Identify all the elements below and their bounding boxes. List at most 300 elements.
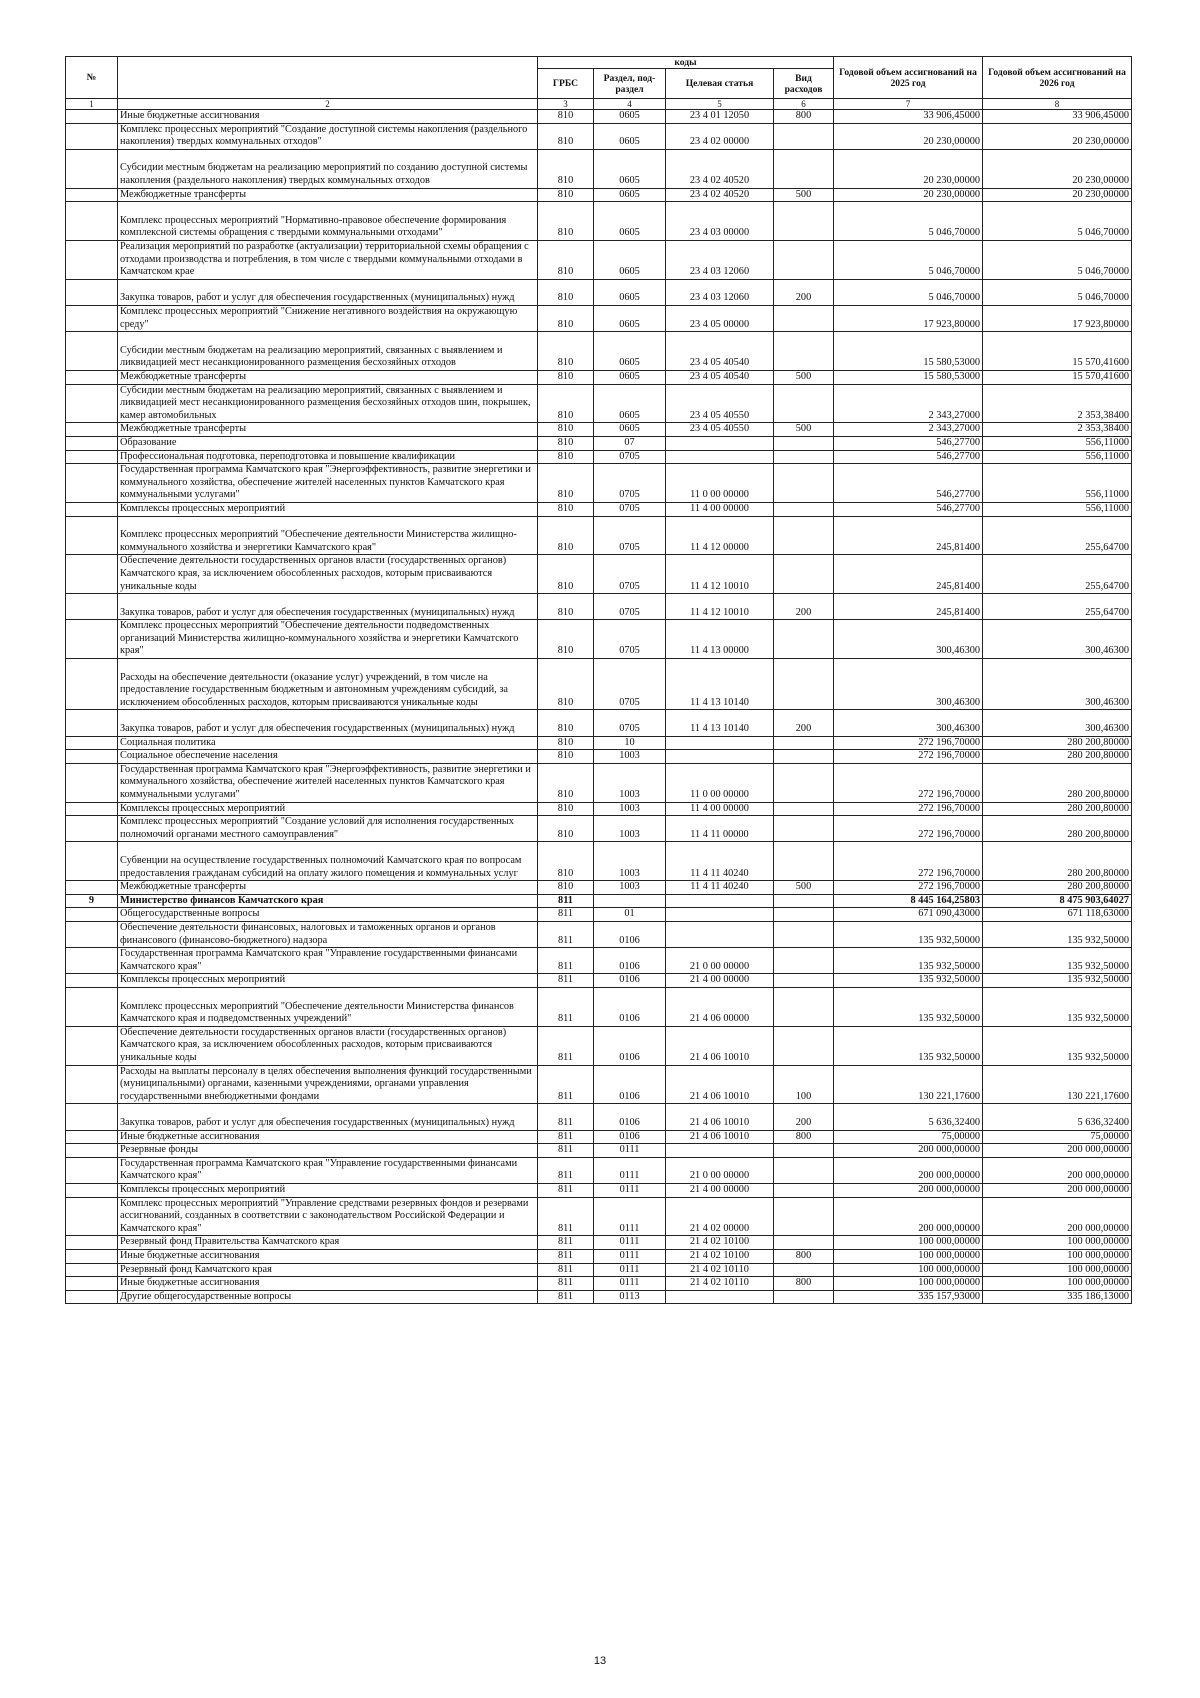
- row-target-article: [666, 436, 774, 450]
- row-number: [66, 881, 118, 895]
- row-grbs: 810: [538, 279, 594, 305]
- row-amount-2025: 135 932,50000: [834, 974, 983, 988]
- row-amount-2026: 280 200,80000: [983, 802, 1132, 816]
- row-expense-type: [774, 450, 834, 464]
- row-expense-type: [774, 1197, 834, 1236]
- row-grbs: 810: [538, 842, 594, 881]
- row-name: Межбюджетные трансферты: [118, 188, 538, 202]
- row-name: Субсидии местным бюджетам на реализацию мероприятий по созданию доступной системы накопления (раздельного накопления) твердых коммунальных отходов: [118, 149, 538, 188]
- row-amount-2026: 135 932,50000: [983, 948, 1132, 974]
- table-row: [66, 659, 1132, 710]
- row-number: [66, 436, 118, 450]
- row-expense-type: [774, 1183, 834, 1197]
- row-target-article: 23 4 02 00000: [666, 123, 774, 149]
- row-amount-2026: 20 230,00000: [983, 149, 1132, 188]
- row-amount-2025: 100 000,00000: [834, 1277, 983, 1291]
- row-amount-2025: 135 932,50000: [834, 1026, 983, 1065]
- row-target-article: 21 4 00 00000: [666, 974, 774, 988]
- row-amount-2025: 75,00000: [834, 1130, 983, 1144]
- table-row: [66, 908, 1132, 922]
- row-target-article: 23 4 02 40520: [666, 188, 774, 202]
- row-amount-2025: 546,27700: [834, 450, 983, 464]
- row-target-article: 21 4 02 10100: [666, 1236, 774, 1250]
- row-target-article: 23 4 05 40550: [666, 384, 774, 423]
- row-number: [66, 1236, 118, 1250]
- row-amount-2025: 335 157,93000: [834, 1290, 983, 1304]
- header-section: Раздел, под-раздел: [594, 69, 666, 99]
- row-grbs: 811: [538, 987, 594, 1026]
- row-amount-2025: 245,81400: [834, 594, 983, 620]
- row-grbs: 811: [538, 1065, 594, 1104]
- row-target-article: 21 0 00 00000: [666, 1157, 774, 1183]
- row-amount-2026: 200 000,00000: [983, 1183, 1132, 1197]
- table-row: [66, 974, 1132, 988]
- row-section: 0113: [594, 1290, 666, 1304]
- table-row: [66, 710, 1132, 736]
- table-row: [66, 1263, 1132, 1277]
- row-expense-type: 500: [774, 370, 834, 384]
- row-target-article: 23 4 03 00000: [666, 202, 774, 241]
- row-expense-type: [774, 948, 834, 974]
- table-row: [66, 1183, 1132, 1197]
- row-expense-type: [774, 123, 834, 149]
- row-expense-type: [774, 436, 834, 450]
- row-number: 9: [66, 894, 118, 908]
- table-row: [66, 1065, 1132, 1104]
- row-grbs: 811: [538, 1130, 594, 1144]
- row-amount-2025: 546,27700: [834, 502, 983, 516]
- header-expense-type: Вид расходов: [774, 69, 834, 99]
- row-section: 01: [594, 908, 666, 922]
- header-grbs: ГРБС: [538, 69, 594, 99]
- row-grbs: 810: [538, 202, 594, 241]
- row-number: [66, 974, 118, 988]
- row-amount-2025: 135 932,50000: [834, 922, 983, 948]
- row-section: 0111: [594, 1157, 666, 1183]
- row-name: Комплекс процессных мероприятий "Снижение негативного воздействия на окружающую среду": [118, 305, 538, 331]
- row-grbs: 810: [538, 620, 594, 659]
- column-numbers-row: [66, 99, 1132, 110]
- table-row: [66, 1236, 1132, 1250]
- row-grbs: 810: [538, 110, 594, 124]
- row-section: 1003: [594, 763, 666, 802]
- row-amount-2026: 17 923,80000: [983, 305, 1132, 331]
- row-target-article: 21 4 06 10010: [666, 1104, 774, 1130]
- row-number: [66, 450, 118, 464]
- row-section: 0605: [594, 123, 666, 149]
- row-target-article: 23 4 03 12060: [666, 240, 774, 279]
- row-number: [66, 1144, 118, 1158]
- row-name: Резервные фонды: [118, 1144, 538, 1158]
- row-expense-type: 500: [774, 881, 834, 895]
- row-expense-type: [774, 974, 834, 988]
- row-target-article: 21 4 02 00000: [666, 1197, 774, 1236]
- row-number: [66, 908, 118, 922]
- table-row: [66, 240, 1132, 279]
- row-target-article: [666, 1144, 774, 1158]
- row-section: 1003: [594, 842, 666, 881]
- row-amount-2026: 100 000,00000: [983, 1249, 1132, 1263]
- table-row: [66, 1157, 1132, 1183]
- row-amount-2026: 2 353,38400: [983, 384, 1132, 423]
- row-amount-2026: 556,11000: [983, 436, 1132, 450]
- table-row: [66, 1290, 1132, 1304]
- row-name: Межбюджетные трансферты: [118, 423, 538, 437]
- row-amount-2025: 272 196,70000: [834, 763, 983, 802]
- row-grbs: 811: [538, 1183, 594, 1197]
- row-grbs: 810: [538, 555, 594, 594]
- row-expense-type: [774, 464, 834, 503]
- row-expense-type: 800: [774, 1130, 834, 1144]
- row-amount-2025: 245,81400: [834, 516, 983, 555]
- row-amount-2026: 556,11000: [983, 450, 1132, 464]
- row-amount-2026: 33 906,45000: [983, 110, 1132, 124]
- row-number: [66, 922, 118, 948]
- row-amount-2025: 272 196,70000: [834, 736, 983, 750]
- row-amount-2026: 200 000,00000: [983, 1197, 1132, 1236]
- row-target-article: 21 4 02 10110: [666, 1263, 774, 1277]
- row-section: 0705: [594, 594, 666, 620]
- row-expense-type: [774, 802, 834, 816]
- row-name: Закупка товаров, работ и услуг для обеспечения государственных (муниципальных) нужд: [118, 594, 538, 620]
- row-number: [66, 620, 118, 659]
- row-amount-2025: 135 932,50000: [834, 948, 983, 974]
- row-amount-2025: 5 046,70000: [834, 279, 983, 305]
- row-amount-2026: 200 000,00000: [983, 1144, 1132, 1158]
- row-number: [66, 149, 118, 188]
- row-name: Комплекс процессных мероприятий "Управление средствами резервных фондов и резервами ассигнований, созданных в соответствии с законодательством Российской Федерации и Камчатского края": [118, 1197, 538, 1236]
- row-expense-type: [774, 332, 834, 371]
- row-amount-2026: 5 046,70000: [983, 240, 1132, 279]
- row-expense-type: [774, 620, 834, 659]
- row-amount-2025: 20 230,00000: [834, 149, 983, 188]
- row-amount-2026: 2 353,38400: [983, 423, 1132, 437]
- row-expense-type: [774, 305, 834, 331]
- row-grbs: 811: [538, 1290, 594, 1304]
- row-amount-2025: 5 046,70000: [834, 240, 983, 279]
- row-section: 0106: [594, 987, 666, 1026]
- row-number: [66, 516, 118, 555]
- row-name: Государственная программа Камчатского края "Энергоэффективность, развитие энергетики и коммунального хозяйства, обеспечение жителей населенных пунктов Камчатского края коммунальными услугами": [118, 763, 538, 802]
- row-grbs: 810: [538, 464, 594, 503]
- row-amount-2026: 300,46300: [983, 710, 1132, 736]
- row-expense-type: [774, 240, 834, 279]
- row-number: [66, 188, 118, 202]
- row-name: Субвенции на осуществление государственных полномочий Камчатского края по вопросам предоставления гражданам субсидий на оплату жилого помещения и коммунальных услуг: [118, 842, 538, 881]
- row-expense-type: [774, 1263, 834, 1277]
- row-number: [66, 555, 118, 594]
- row-expense-type: [774, 555, 834, 594]
- row-amount-2025: 200 000,00000: [834, 1144, 983, 1158]
- row-name: Обеспечение деятельности государственных органов власти (государственных органов) Камчатского края, за исключением обособленных расходов, которым присваиваются уникальные коды: [118, 1026, 538, 1065]
- table-row: [66, 881, 1132, 895]
- row-target-article: 11 4 13 10140: [666, 710, 774, 736]
- table-row: [66, 763, 1132, 802]
- row-amount-2025: 8 445 164,25803: [834, 894, 983, 908]
- row-section: 0605: [594, 370, 666, 384]
- row-amount-2026: 100 000,00000: [983, 1277, 1132, 1291]
- row-expense-type: [774, 516, 834, 555]
- table-row: [66, 1249, 1132, 1263]
- row-number: [66, 370, 118, 384]
- row-amount-2025: 272 196,70000: [834, 802, 983, 816]
- table-row: [66, 1144, 1132, 1158]
- row-section: 0111: [594, 1197, 666, 1236]
- row-section: 0705: [594, 620, 666, 659]
- row-amount-2025: 15 580,53000: [834, 332, 983, 371]
- row-section: 1003: [594, 750, 666, 764]
- row-amount-2025: 33 906,45000: [834, 110, 983, 124]
- row-expense-type: [774, 908, 834, 922]
- row-number: [66, 1026, 118, 1065]
- row-amount-2026: 130 221,17600: [983, 1065, 1132, 1104]
- row-expense-type: [774, 202, 834, 241]
- row-target-article: 11 4 00 00000: [666, 802, 774, 816]
- row-target-article: 11 4 12 10010: [666, 555, 774, 594]
- row-amount-2026: 280 200,80000: [983, 881, 1132, 895]
- row-name: Комплекс процессных мероприятий "Обеспечение деятельности подведомственных организаций Министерства жилищно-коммунального хозяйства и энергетики Камчатского края": [118, 620, 538, 659]
- row-amount-2025: 272 196,70000: [834, 750, 983, 764]
- table-row: [66, 370, 1132, 384]
- row-amount-2025: 17 923,80000: [834, 305, 983, 331]
- budget-sheet: [65, 56, 1131, 1304]
- table-row: [66, 450, 1132, 464]
- row-grbs: 811: [538, 1277, 594, 1291]
- row-target-article: 11 4 13 00000: [666, 620, 774, 659]
- table-row: [66, 816, 1132, 842]
- row-name: Комплекс процессных мероприятий "Обеспечение деятельности Министерства жилищно-коммунального хозяйства и энергетики Камчатского края": [118, 516, 538, 555]
- row-number: [66, 202, 118, 241]
- budget-table: [65, 56, 1132, 1304]
- row-name: Общегосударственные вопросы: [118, 908, 538, 922]
- row-expense-type: [774, 1026, 834, 1065]
- row-amount-2025: 130 221,17600: [834, 1065, 983, 1104]
- row-amount-2026: 280 200,80000: [983, 816, 1132, 842]
- row-section: 07: [594, 436, 666, 450]
- table-row: [66, 188, 1132, 202]
- row-amount-2026: 5 636,32400: [983, 1104, 1132, 1130]
- row-amount-2026: 135 932,50000: [983, 974, 1132, 988]
- row-number: [66, 1065, 118, 1104]
- row-name: Иные бюджетные ассигнования: [118, 1249, 538, 1263]
- row-name: Государственная программа Камчатского края "Управление государственными финансами Камчатского края": [118, 1157, 538, 1183]
- row-expense-type: [774, 1236, 834, 1250]
- row-section: 0106: [594, 974, 666, 988]
- row-expense-type: 200: [774, 279, 834, 305]
- table-row: [66, 110, 1132, 124]
- row-number: [66, 1130, 118, 1144]
- row-expense-type: 800: [774, 1277, 834, 1291]
- row-section: 0605: [594, 202, 666, 241]
- row-number: [66, 279, 118, 305]
- header-name: [118, 57, 538, 99]
- row-amount-2026: 20 230,00000: [983, 123, 1132, 149]
- row-number: [66, 659, 118, 710]
- row-grbs: 810: [538, 305, 594, 331]
- row-grbs: 810: [538, 594, 594, 620]
- row-section: 0605: [594, 149, 666, 188]
- row-amount-2025: 245,81400: [834, 555, 983, 594]
- row-grbs: 810: [538, 881, 594, 895]
- row-target-article: [666, 736, 774, 750]
- row-name: Профессиональная подготовка, переподготовка и повышение квалификации: [118, 450, 538, 464]
- row-expense-type: [774, 750, 834, 764]
- table-row: [66, 1104, 1132, 1130]
- table-row: [66, 332, 1132, 371]
- row-target-article: 23 4 03 12060: [666, 279, 774, 305]
- row-name: Комплексы процессных мероприятий: [118, 1183, 538, 1197]
- row-expense-type: [774, 384, 834, 423]
- row-target-article: [666, 894, 774, 908]
- header-volume-2025: Годовой объем ассигнований на 2025 год: [834, 57, 983, 99]
- row-target-article: 23 4 05 40540: [666, 332, 774, 371]
- row-target-article: 21 4 06 10010: [666, 1065, 774, 1104]
- row-grbs: 811: [538, 922, 594, 948]
- row-expense-type: [774, 842, 834, 881]
- row-grbs: 810: [538, 123, 594, 149]
- row-number: [66, 502, 118, 516]
- row-name: Межбюджетные трансферты: [118, 370, 538, 384]
- row-number: [66, 763, 118, 802]
- row-grbs: 810: [538, 816, 594, 842]
- row-target-article: 11 4 00 00000: [666, 502, 774, 516]
- table-row: [66, 620, 1132, 659]
- row-grbs: 811: [538, 948, 594, 974]
- row-grbs: 811: [538, 1236, 594, 1250]
- row-amount-2026: 100 000,00000: [983, 1263, 1132, 1277]
- row-target-article: 11 4 11 40240: [666, 881, 774, 895]
- header-num: №: [66, 57, 118, 99]
- row-grbs: 810: [538, 240, 594, 279]
- row-target-article: 11 4 12 00000: [666, 516, 774, 555]
- row-amount-2026: 300,46300: [983, 620, 1132, 659]
- row-section: 0605: [594, 332, 666, 371]
- row-number: [66, 305, 118, 331]
- row-expense-type: [774, 1157, 834, 1183]
- table-row: [66, 987, 1132, 1026]
- row-section: 0705: [594, 502, 666, 516]
- row-grbs: 811: [538, 1157, 594, 1183]
- row-amount-2025: 300,46300: [834, 659, 983, 710]
- row-amount-2025: 135 932,50000: [834, 987, 983, 1026]
- row-amount-2026: 671 118,63000: [983, 908, 1132, 922]
- table-row: [66, 123, 1132, 149]
- row-amount-2025: 671 090,43000: [834, 908, 983, 922]
- row-target-article: 11 0 00 00000: [666, 763, 774, 802]
- row-section: 0705: [594, 555, 666, 594]
- row-target-article: [666, 1290, 774, 1304]
- row-target-article: 21 0 00 00000: [666, 948, 774, 974]
- row-name: Обеспечение деятельности государственных органов власти (государственных органов) Камчатского края, за исключением обособленных расходов, которым присваиваются уникальные коды: [118, 555, 538, 594]
- row-target-article: 11 4 13 10140: [666, 659, 774, 710]
- column-number: 1: [66, 99, 118, 110]
- row-amount-2025: 200 000,00000: [834, 1197, 983, 1236]
- row-name: Иные бюджетные ассигнования: [118, 1277, 538, 1291]
- row-amount-2026: 135 932,50000: [983, 922, 1132, 948]
- row-grbs: 810: [538, 750, 594, 764]
- table-row: [66, 555, 1132, 594]
- row-amount-2026: 556,11000: [983, 464, 1132, 503]
- row-number: [66, 802, 118, 816]
- row-section: 0605: [594, 384, 666, 423]
- row-amount-2026: 300,46300: [983, 659, 1132, 710]
- row-amount-2025: 100 000,00000: [834, 1263, 983, 1277]
- row-amount-2026: 335 186,13000: [983, 1290, 1132, 1304]
- row-number: [66, 123, 118, 149]
- table-row: [66, 922, 1132, 948]
- row-number: [66, 1183, 118, 1197]
- row-amount-2025: 20 230,00000: [834, 188, 983, 202]
- row-name: Расходы на обеспечение деятельности (оказание услуг) учреждений, в том числе на предоставление государственным бюджетным и автономным учреждениям субсидий, за исключением обособленных расходов, которым присваиваются уникальные коды: [118, 659, 538, 710]
- row-amount-2026: 100 000,00000: [983, 1236, 1132, 1250]
- row-name: Субсидии местным бюджетам на реализацию мероприятий, связанных с выявлением и ликвидацией мест несанкционированного размещения бесхозяйных отходов шин, покрышек, камер автомобильных: [118, 384, 538, 423]
- row-grbs: 810: [538, 450, 594, 464]
- row-number: [66, 750, 118, 764]
- row-grbs: 810: [538, 736, 594, 750]
- row-section: 0106: [594, 1104, 666, 1130]
- row-name: Резервный фонд Камчатского края: [118, 1263, 538, 1277]
- row-name: Закупка товаров, работ и услуг для обеспечения государственных (муниципальных) нужд: [118, 279, 538, 305]
- row-grbs: 810: [538, 802, 594, 816]
- row-name: Комплекс процессных мероприятий "Создание условий для исполнения государственных полномочий органами местного самоуправления": [118, 816, 538, 842]
- row-section: 0605: [594, 305, 666, 331]
- row-target-article: 11 4 11 00000: [666, 816, 774, 842]
- row-number: [66, 594, 118, 620]
- row-amount-2025: 5 046,70000: [834, 202, 983, 241]
- table-row: [66, 423, 1132, 437]
- row-section: 0705: [594, 450, 666, 464]
- row-section: 0111: [594, 1236, 666, 1250]
- row-grbs: 811: [538, 1263, 594, 1277]
- table-row: [66, 594, 1132, 620]
- row-target-article: 21 4 02 10100: [666, 1249, 774, 1263]
- row-section: 0106: [594, 922, 666, 948]
- row-target-article: 21 4 06 00000: [666, 987, 774, 1026]
- row-target-article: [666, 922, 774, 948]
- row-amount-2025: 272 196,70000: [834, 881, 983, 895]
- row-target-article: 23 4 05 00000: [666, 305, 774, 331]
- row-amount-2026: 200 000,00000: [983, 1157, 1132, 1183]
- row-expense-type: [774, 763, 834, 802]
- row-section: 0111: [594, 1277, 666, 1291]
- row-number: [66, 1197, 118, 1236]
- row-target-article: 23 4 05 40550: [666, 423, 774, 437]
- row-number: [66, 842, 118, 881]
- row-name: Комплексы процессных мероприятий: [118, 974, 538, 988]
- row-name: Обеспечение деятельности финансовых, налоговых и таможенных органов и органов финансового (финансово-бюджетного) надзора: [118, 922, 538, 948]
- row-section: 0106: [594, 1026, 666, 1065]
- row-grbs: 810: [538, 423, 594, 437]
- row-name: Комплексы процессных мероприятий: [118, 802, 538, 816]
- row-name: Резервный фонд Правительства Камчатского края: [118, 1236, 538, 1250]
- column-number: 2: [118, 99, 538, 110]
- table-row: [66, 202, 1132, 241]
- row-expense-type: 500: [774, 188, 834, 202]
- row-amount-2026: 8 475 903,64027: [983, 894, 1132, 908]
- row-grbs: 810: [538, 332, 594, 371]
- row-expense-type: 500: [774, 423, 834, 437]
- row-amount-2026: 280 200,80000: [983, 763, 1132, 802]
- row-section: 0111: [594, 1249, 666, 1263]
- table-row: [66, 750, 1132, 764]
- row-amount-2026: 15 570,41600: [983, 370, 1132, 384]
- row-section: 0605: [594, 110, 666, 124]
- row-grbs: 810: [538, 516, 594, 555]
- row-grbs: 811: [538, 974, 594, 988]
- row-expense-type: [774, 922, 834, 948]
- row-expense-type: [774, 659, 834, 710]
- row-section: 1003: [594, 816, 666, 842]
